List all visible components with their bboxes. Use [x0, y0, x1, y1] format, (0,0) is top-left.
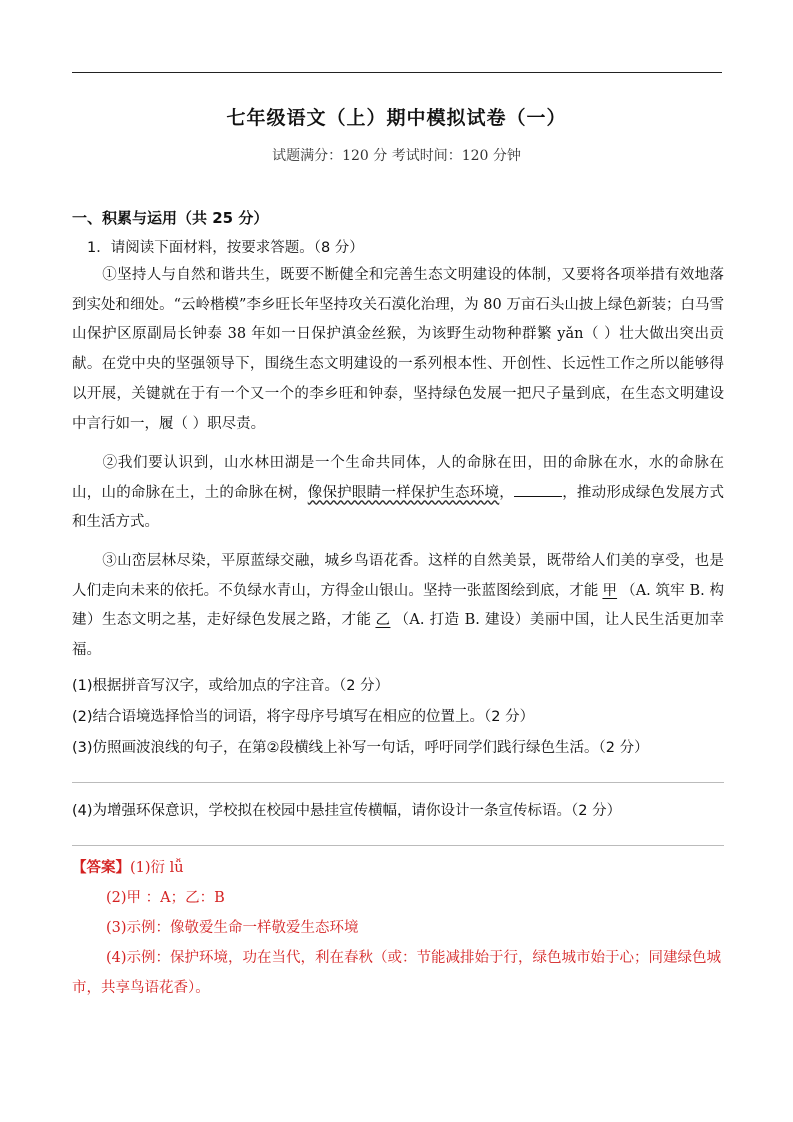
section-heading: 一、积累与运用（共 25 分）	[72, 209, 269, 227]
material-paragraph-3	[72, 547, 724, 666]
blank-jia: 甲	[602, 582, 618, 599]
material-paragraph-2	[72, 449, 724, 538]
paragraph-2-text-c: ，推动形成绿色发展方式和生活方式。	[72, 484, 725, 531]
fill-blank-line	[514, 482, 562, 497]
answer-2: (2)甲 ：A；乙：B	[106, 890, 225, 906]
material-paragraph-1	[72, 261, 724, 439]
answer-3: (3)示例：像敬爱生命一样敬爱生态环境	[106, 920, 359, 936]
paragraph-3-text-b: （A. 筑牢 B. 构建）生态文明之基，走好绿色发展之路，才能	[72, 582, 724, 629]
sub-question-4: (4)为增强环保意识，学校拟在校园中悬挂宣传横幅，请你设计一条宣传标语。（2 分）	[72, 803, 622, 819]
blank-yi: 乙	[375, 612, 391, 629]
answer-4	[72, 944, 724, 1003]
answer-tag: 【答案】	[72, 859, 130, 876]
paragraph-2-text-b: ，	[499, 484, 514, 501]
answer-1	[72, 856, 724, 877]
page-title: 七年级语文（上）期中模拟试卷（一）	[226, 107, 567, 129]
answer-1-text: (1)衍 lǚ	[130, 860, 184, 876]
paragraph-1-text: ①坚持人与自然和谐共生，既要不断健全和完善生态文明建设的体制，又要将各项举措有效地落到实处和细处。“云岭楷模”李乡旺长年坚持攻关石漠化治理，为 80 万亩石头山披上绿色新装；白马雪山保护区原副局长钟泰 38 年如一日保护滇金丝猴，为该野生动物种群繁 yǎn（ ）壮大做出突出贡献。在党中央的坚强领导下，围绕生态文明建设的一系列根本性、开创性、长远性工作之所以能够得以开展，关键就在于有一个又一个的李乡旺和钟泰，坚持绿色发展一把尺子量到底，在生态文明建设中言行如一，履（ ）职尽责。	[72, 267, 724, 432]
top-rule	[72, 72, 722, 73]
sub-question-3: (3)仿照画波浪线的句子，在第②段横线上补写一句话，呼吁同学们践行绿色生活。（2 分）	[72, 740, 649, 756]
wavy-underlined-sentence: 像保护眼睛一样保护生态环境	[307, 484, 500, 501]
question-1-prompt: 1．请阅读下面材料，按要求答题。（8 分）	[87, 240, 364, 256]
answer-line-3	[72, 782, 724, 783]
page-subtitle: 试题满分：120 分 考试时间：120 分钟	[272, 148, 521, 164]
sub-question-2: (2)结合语境选择恰当的词语，将字母序号填写在相应的位置上。（2 分）	[72, 709, 535, 725]
paragraph-3-text-a: ③山峦层林尽染，平原蓝绿交融，城乡鸟语花香。这样的自然美景，既带给人们美的享受，也是人们走向未来的依托。不负绿水青山，方得金山银山。坚持一张蓝图绘到底，才能	[72, 553, 724, 599]
paragraph-3-text-c: （A. 打造 B. 建设）美丽中国，让人民生活更加幸福。	[72, 612, 725, 659]
sub-question-1: (1)根据拼音写汉字，或给加点的字注音。（2 分）	[72, 678, 390, 694]
paragraph-2-text-a: ②我们要认识到，山水林田湖是一个生命共同体，人的命脉在田，田的命脉在水，水的命脉在山，山的命脉在土，土的命脉在树，	[72, 455, 724, 501]
answer-4-text: (4)示例：保护环境，功在当代，利在春秋（或：节能减排始于行，绿色城市始于心；同建绿色城市，共享鸟语花香）。	[72, 950, 722, 996]
answer-line-4	[72, 845, 724, 846]
